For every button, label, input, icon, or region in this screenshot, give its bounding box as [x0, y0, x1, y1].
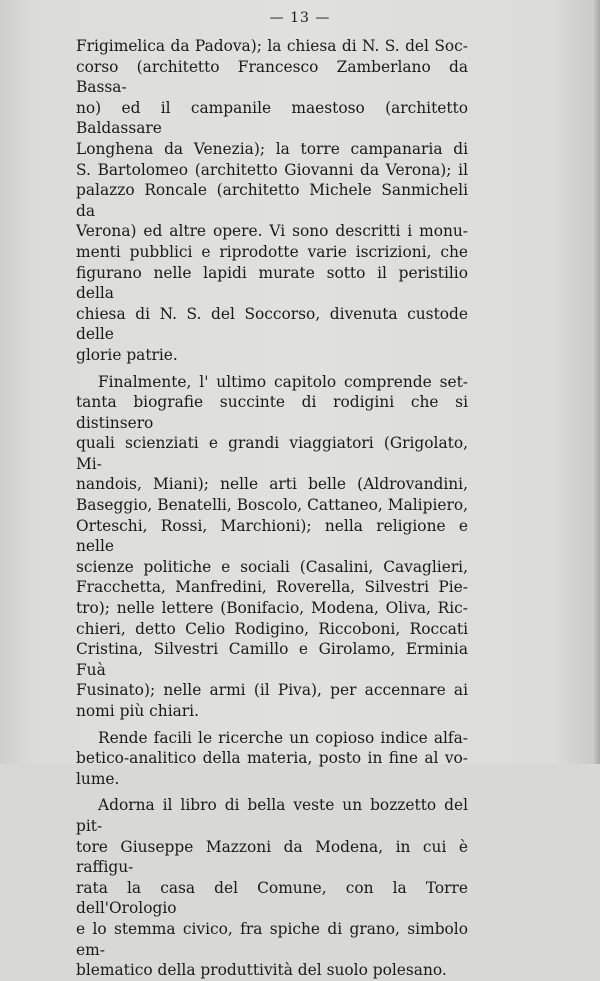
- text-line: blematico della produttività del suolo polesano.: [76, 961, 447, 980]
- text-line: no) ed il campanile maestoso (architetto Baldassare: [76, 98, 468, 138]
- body-text: [76, 36, 468, 981]
- text-line: chieri, detto Celio Rodigino, Riccoboni, Roccati: [76, 619, 468, 638]
- text-line: Fracchetta, Manfredini, Roverella, Silvestri Pie-: [76, 578, 468, 597]
- text-line: Verona) ed altre opere. Vi sono descritti i monu-: [76, 222, 468, 241]
- page-edge-shadow: [592, 0, 600, 764]
- text-line: chiesa di N. S. del Soccorso, divenuta custode delle: [76, 304, 468, 344]
- text-line: Longhena da Venezia); la torre campanaria di: [76, 139, 468, 158]
- text-line: tro); nelle lettere (Bonifacio, Modena, Oliva, Ric-: [76, 599, 468, 618]
- text-line: Rende facili le ricerche un copioso indice alfa-: [98, 728, 468, 747]
- text-line: Fusinato); nelle armi (il Piva), per accennare ai: [76, 681, 468, 700]
- text-line: Adorna il libro di bella veste un bozzetto del pit-: [76, 796, 468, 835]
- text-line: palazzo Roncale (architetto Michele Sanmicheli da: [76, 181, 468, 220]
- text-line: Frigimelica da Padova); la chiesa di N. S. del Soc-: [76, 37, 468, 55]
- text-line: figurano nelle lapidi murate sotto il peristilio della: [76, 263, 468, 303]
- text-line: rata la casa del Comune, con la Torre dell'Orologio: [76, 878, 468, 918]
- text-line: e lo stemma civico, fra spiche di grano, simbolo em-: [76, 919, 468, 959]
- text-line: menti pubblici e riprodotte varie iscrizioni, che: [76, 242, 468, 261]
- text-line: glorie patrie.: [76, 345, 178, 364]
- text-line: Orteschi, Rossi, Marchioni); nella religione e nelle: [76, 516, 468, 556]
- text-line: tanta biografie succinte di rodigini che si distinsero: [76, 393, 468, 432]
- text-line: lume.: [76, 769, 120, 788]
- paragraph: [76, 36, 468, 366]
- page-number: — 13 —: [269, 10, 331, 26]
- text-line: betico-analitico della materia, posto in fine al vo-: [76, 749, 468, 768]
- paragraph: [76, 372, 468, 722]
- paragraph: [76, 728, 468, 790]
- text-line: scienze politiche e sociali (Casalini, Cavaglieri,: [76, 557, 468, 576]
- text-line: quali scienziati e grandi viaggiatori (Grigolato, Mi-: [76, 434, 468, 473]
- text-line: nandois, Miani); nelle arti belle (Aldrovandini,: [76, 475, 468, 494]
- text-line: S. Bartolomeo (architetto Giovanni da Verona); il: [76, 160, 468, 179]
- text-line: corso (architetto Francesco Zamberlano da Bassa-: [76, 57, 468, 97]
- text-line: nomi più chiari.: [76, 702, 199, 720]
- text-line: Baseggio, Benatelli, Boscolo, Cattaneo, Malipiero,: [76, 496, 468, 515]
- text-line: tore Giuseppe Mazzoni da Modena, in cui è raffigu-: [76, 837, 468, 877]
- paragraph: [76, 795, 468, 980]
- text-line: Finalmente, l' ultimo capitolo comprende set-: [98, 372, 468, 391]
- text-line: Cristina, Silvestri Camillo e Girolamo, Erminia Fuà: [76, 640, 468, 679]
